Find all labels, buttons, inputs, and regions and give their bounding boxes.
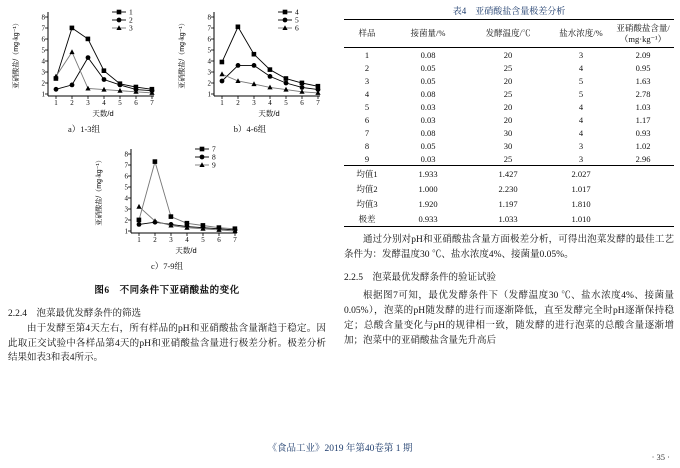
- svg-text:7: 7: [207, 24, 211, 33]
- svg-text:3: 3: [169, 236, 173, 244]
- chart-panel-b: [174, 4, 326, 135]
- svg-text:2: 2: [236, 99, 240, 107]
- th-temperature: 发酵温度/℃: [466, 20, 550, 48]
- table-row-summary: [344, 211, 674, 227]
- cell-sample: 2: [364, 62, 370, 73]
- cell-temperature: 1.427: [466, 166, 550, 182]
- cell-brine: 3: [578, 153, 584, 164]
- cell-inoculum: 0.933: [390, 211, 466, 227]
- table-row: [344, 113, 674, 126]
- table-row: [344, 74, 674, 87]
- svg-text:4: 4: [207, 57, 211, 66]
- table-row: [344, 126, 674, 139]
- cell-inoculum: 1.933: [390, 166, 466, 182]
- svg-text:1: 1: [124, 227, 128, 236]
- svg-text:3: 3: [41, 68, 45, 77]
- svg-text:7: 7: [316, 99, 320, 107]
- cell-nitrite: [612, 196, 674, 211]
- cell-sample: 5: [364, 101, 370, 112]
- section-number-224: 2.2.4: [8, 309, 27, 319]
- svg-text:5: 5: [207, 46, 211, 55]
- svg-text:4: 4: [124, 194, 128, 203]
- svg-text:7: 7: [124, 161, 128, 170]
- chart-b-caption: b）4-6组: [233, 124, 267, 134]
- cell-brine: 4: [578, 101, 584, 112]
- cell-nitrite: [612, 166, 674, 182]
- table-title: 表4 亚硝酸盐含量极差分析: [452, 6, 566, 16]
- cell-inoculum: 0.03: [420, 153, 436, 164]
- svg-text:3: 3: [86, 99, 90, 107]
- paragraph-225: 根据图7可知，最优发酵条件下（发酵温度30 ℃、盐水浓度4%、接菌量0.05%），泡菜的pH随发酵的进行而逐渐降低，直至发酵完全时pH逐渐保持稳定；总酸含量变化与pH的规律相一致，随发酵的进行泡菜的总酸含量逐渐增加；泡菜中的亚硝酸盐含量先升高后: [344, 291, 674, 347]
- cell-brine: 3: [578, 49, 584, 60]
- chart-panel-a: [8, 4, 160, 135]
- cell-temperature: 1.033: [466, 211, 550, 227]
- svg-text:6: 6: [41, 35, 45, 44]
- svg-text:6: 6: [217, 236, 221, 244]
- svg-text:6: 6: [124, 172, 128, 181]
- svg-text:3: 3: [129, 23, 133, 33]
- chart-a-ylabel: 亚硝酸盐/（mg·kg⁻¹）: [13, 19, 20, 89]
- table-body: [344, 48, 674, 227]
- cell-temperature: 20: [503, 49, 513, 60]
- cell-sample: 4: [364, 88, 370, 99]
- svg-text:4: 4: [102, 99, 106, 107]
- paragraph-224: 由于发酵至第4天左右，所有样品的pH和亚硝酸盐含量渐趋于稳定。因此取正交试验中各样品第4天的pH和亚硝酸盐含量进行极差分析。极差分析结果如表3和表4所示。: [8, 324, 326, 364]
- cell-temperature: 1.197: [498, 198, 518, 209]
- svg-text:7: 7: [41, 24, 45, 33]
- table-header-row: [344, 20, 674, 48]
- svg-text:5: 5: [295, 15, 299, 25]
- cell-sample: 7: [364, 127, 370, 138]
- section-heading-225: [344, 269, 674, 283]
- svg-text:2: 2: [124, 216, 128, 225]
- chart-panel-c: [91, 141, 243, 272]
- th-nitrite-line2: （mg·kg⁻¹）: [619, 33, 667, 44]
- svg-text:2: 2: [70, 99, 74, 107]
- page-number: · 35 ·: [651, 452, 670, 462]
- figure-caption: 图6 不同条件下亚硝酸盐的变化: [94, 286, 240, 296]
- svg-text:2: 2: [207, 79, 211, 88]
- svg-text:2: 2: [129, 15, 133, 25]
- cell-brine: 3: [578, 140, 584, 151]
- chart-a-caption: a）1-3组: [67, 124, 101, 134]
- chart-a-xlabel: 天数/d: [92, 109, 114, 118]
- svg-text:6: 6: [295, 23, 299, 33]
- cell-nitrite: 1.17: [635, 114, 651, 125]
- cell-temperature: 30: [503, 140, 513, 151]
- page-footer: [0, 440, 680, 454]
- cell-label: 均值3: [356, 198, 378, 209]
- cell-nitrite: [612, 181, 674, 196]
- svg-text:2: 2: [153, 236, 157, 244]
- cell-nitrite: 1.03: [635, 101, 651, 112]
- table-row: [344, 152, 674, 166]
- svg-text:5: 5: [41, 46, 45, 55]
- svg-text:2: 2: [41, 79, 45, 88]
- cell-temperature: 30: [503, 127, 513, 138]
- th-sample: 样品: [344, 20, 390, 48]
- cell-temperature: 2.230: [498, 183, 518, 194]
- cell-inoculum: 0.05: [420, 75, 436, 86]
- svg-text:3: 3: [124, 205, 128, 214]
- th-inoculum: 接菌量/%: [390, 20, 466, 48]
- cell-temperature: 20: [503, 75, 513, 86]
- cell-inoculum: 1.920: [418, 198, 438, 209]
- svg-text:3: 3: [252, 99, 256, 107]
- cell-brine: 2.027: [550, 166, 612, 182]
- chart-b-ylabel: 亚硝酸盐/（mg·kg⁻¹）: [179, 19, 186, 89]
- cell-inoculum: 0.08: [420, 127, 436, 138]
- section-heading-224: [8, 305, 326, 319]
- cell-nitrite: 2.09: [635, 49, 651, 60]
- chart-c-ylabel: 亚硝酸盐/（mg·kg⁻¹）: [96, 156, 103, 226]
- cell-nitrite: 1.02: [635, 140, 651, 151]
- svg-text:5: 5: [124, 183, 128, 192]
- cell-temperature: 20: [503, 101, 513, 112]
- svg-text:6: 6: [134, 99, 138, 107]
- chart-c-svg: [91, 141, 243, 259]
- cell-brine: 1.810: [571, 198, 591, 209]
- svg-text:5: 5: [284, 99, 288, 107]
- cell-inoculum: 0.08: [420, 49, 436, 60]
- table-row-summary: [344, 196, 674, 211]
- cell-sample: 3: [364, 75, 370, 86]
- cell-brine: 4: [578, 127, 584, 138]
- svg-text:4: 4: [295, 7, 299, 17]
- table-row: [344, 139, 674, 152]
- cell-brine: 1.010: [550, 211, 612, 227]
- table-row: [344, 48, 674, 62]
- left-column: [8, 4, 326, 366]
- svg-text:7: 7: [150, 99, 154, 107]
- table-row-summary: [344, 166, 674, 182]
- svg-text:8: 8: [212, 152, 216, 162]
- chart-c-caption: c）7-9组: [150, 261, 184, 271]
- section-title-224: 泡菜最优发酵条件的筛选: [36, 309, 142, 319]
- cell-inoculum: 1.000: [418, 183, 438, 194]
- svg-text:7: 7: [212, 144, 216, 154]
- chart-c-xlabel: 天数/d: [175, 246, 197, 255]
- range-analysis-table: [344, 19, 674, 227]
- cell-sample: 6: [364, 114, 370, 125]
- cell-temperature: 25: [503, 62, 513, 73]
- cell-sample: 1: [364, 49, 370, 60]
- cell-brine: 4: [578, 62, 584, 73]
- cell-nitrite: 0.93: [635, 127, 651, 138]
- table-row: [344, 61, 674, 74]
- cell-inoculum: 0.08: [420, 88, 436, 99]
- svg-text:8: 8: [207, 13, 211, 22]
- th-nitrite: [612, 20, 674, 48]
- chart-b-svg: [174, 4, 326, 122]
- svg-text:8: 8: [124, 150, 128, 159]
- table-row: [344, 87, 674, 100]
- cell-nitrite: 2.78: [635, 88, 651, 99]
- cell-label: 均值2: [356, 183, 378, 194]
- svg-text:1: 1: [41, 90, 45, 99]
- table-row: [344, 100, 674, 113]
- svg-text:6: 6: [207, 35, 211, 44]
- chart-b-xlabel: 天数/d: [258, 109, 280, 118]
- cell-label: 均值1: [344, 166, 390, 182]
- right-column: [344, 4, 674, 349]
- svg-text:4: 4: [41, 57, 45, 66]
- svg-text:1: 1: [220, 99, 224, 107]
- svg-text:1: 1: [207, 90, 211, 99]
- svg-text:4: 4: [268, 99, 272, 107]
- paragraph-range-analysis: 通过分别对pH和亚硝酸盐含量方面极差分析，可得出泡菜发酵的最佳工艺条件为：发酵温度30 ℃、盐水浓度4%、接菌量0.05%。: [344, 235, 674, 261]
- cell-brine: 5: [578, 75, 584, 86]
- cell-temperature: 20: [503, 114, 513, 125]
- section-title-225: 泡菜最优发酵条件的验证试验: [372, 273, 497, 284]
- cell-temperature: 25: [503, 153, 513, 164]
- table-row-summary: [344, 181, 674, 196]
- section-number-225: 2.2.5: [344, 273, 363, 284]
- cell-inoculum: 0.03: [420, 114, 436, 125]
- svg-text:4: 4: [185, 236, 189, 244]
- svg-text:3: 3: [207, 68, 211, 77]
- svg-text:8: 8: [41, 13, 45, 22]
- svg-text:1: 1: [54, 99, 58, 107]
- cell-brine: 4: [578, 114, 584, 125]
- svg-text:5: 5: [201, 236, 205, 244]
- th-nitrite-line1: 亚硝酸盐含量/: [616, 23, 670, 33]
- svg-text:6: 6: [300, 99, 304, 107]
- cell-temperature: 25: [503, 88, 513, 99]
- svg-text:7: 7: [233, 236, 237, 244]
- cell-nitrite: [612, 211, 674, 227]
- cell-nitrite: 2.96: [635, 153, 651, 164]
- figure-row-top: [8, 4, 326, 135]
- svg-text:1: 1: [137, 236, 141, 244]
- cell-inoculum: 0.05: [420, 140, 436, 151]
- th-brine: 盐水浓度/%: [550, 20, 612, 48]
- cell-inoculum: 0.05: [420, 62, 436, 73]
- cell-label: 极差: [344, 211, 390, 227]
- svg-text:5: 5: [118, 99, 122, 107]
- cell-inoculum: 0.03: [420, 101, 436, 112]
- cell-nitrite: 0.95: [635, 62, 651, 73]
- cell-nitrite: 1.63: [635, 75, 651, 86]
- cell-sample: 8: [364, 140, 370, 151]
- cell-sample: 9: [364, 153, 370, 164]
- cell-brine: 5: [578, 88, 584, 99]
- chart-a-svg: [8, 4, 160, 122]
- cell-brine: 1.017: [571, 183, 591, 194]
- svg-text:9: 9: [212, 160, 216, 170]
- journal-name: 《食品工业》2019 年第40卷第 1 期: [267, 444, 413, 454]
- svg-text:1: 1: [129, 7, 133, 17]
